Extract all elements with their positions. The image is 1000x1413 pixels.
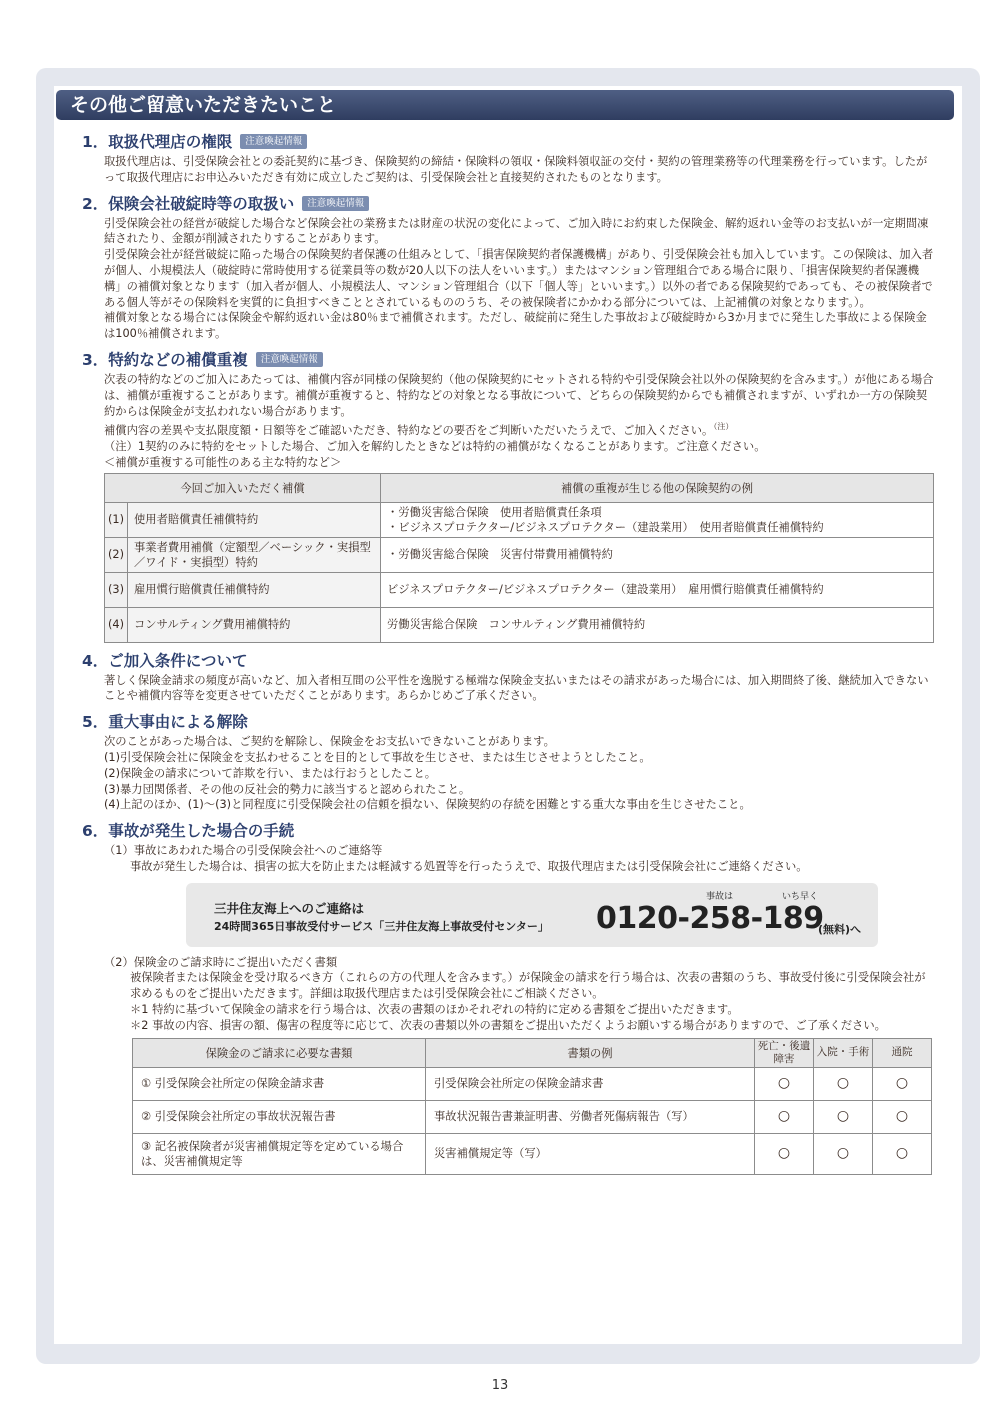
row-example-1: ・労働災害総合保険 災害付帯費用補償特約	[381, 537, 934, 572]
row-name: コンサルティング費用補償特約	[128, 607, 381, 642]
section-2-para-1: 引受保険会社の経営が破綻した場合など保険会社の業務または財産の状況の変化によって、ご加入時にお約束した保険金、解約返れい金等のお支払いが一定期間凍結されたり、金額が削減されたりすることがあります。	[104, 216, 929, 246]
table-row	[105, 607, 934, 642]
claim-doc: ③ 記名被保険者が災害補償規定等を定めている場合は、災害補償規定等	[133, 1133, 426, 1174]
overlap-col-1: 今回ご加入いただく補償	[105, 473, 381, 502]
page-banner: その他ご留意いただきたいこと	[56, 90, 954, 120]
claim-mark: ○	[814, 1067, 873, 1100]
contact-line-1: 三井住友海上へのご連絡は	[214, 900, 365, 916]
row-example-1: ・労働災害総合保険 使用者賠償責任条項	[387, 505, 602, 519]
contact-ruby-1: 事故は	[706, 891, 734, 902]
section-3-heading	[82, 348, 960, 372]
section-6-sub-2-line-1: ＊1 特約に基づいて保険金の請求を行う場合は、次表の書類のほかそれぞれの特約に定める書類をご提出いただきます。	[130, 1003, 739, 1017]
claim-mark: ○	[873, 1067, 932, 1100]
contact-line-2: 24時間365日事故受付サービス「三井住友海上事故受付センター」	[214, 919, 549, 933]
row-examples	[381, 502, 934, 537]
row-name: 雇用慣行賠償責任補償特約	[128, 572, 381, 607]
section-5-line-2: (2)保険金の請求について詐欺を行い、または行おうとしたこと。	[104, 766, 437, 780]
claim-col-docs: 保険金のご請求に必要な書類	[133, 1038, 426, 1067]
section-5-line-3: (3)暴力団関係者、その他の反社会的勢力に該当すると認められたこと。	[104, 782, 471, 796]
section-6-sub-2-line-0: 被保険者または保険金を受け取るべき方（これらの方の代理人を含みます。）が保険金の請求を行う場合は、次表の書類のうち、事故受付後に引受保険会社が求めるものをご提出いただきます。詳細は取扱代理店または引受保険会社にご相談ください。	[130, 971, 926, 1001]
table-row	[133, 1100, 932, 1133]
claim-table-header	[133, 1038, 932, 1067]
section-2-tag: 注意喚起情報	[302, 196, 369, 211]
row-name: 使用者賠償責任補償特約	[128, 502, 381, 537]
claim-doc: ② 引受保険会社所定の事故状況報告書	[133, 1100, 426, 1133]
section-3-title: 3．特約などの補償重複	[82, 350, 248, 369]
section-2-para-3: 補償対象となる場合には保険金や解約返れい金は80％まで補償されます。ただし、破綻前に発生した事故および破綻時から3か月までに発生した事故による保険金は100％補償されます。	[104, 311, 927, 341]
section-2-title: 2．保険会社破綻時等の取扱い	[82, 194, 295, 213]
section-1-tag: 注意喚起情報	[240, 134, 307, 149]
table-row	[105, 537, 934, 572]
section-6-sub-2: （2）保険金のご請求時にご提出いただく書類	[104, 955, 338, 969]
overlap-col-2: 補償の重複が生じる他の保険契約の例	[381, 473, 934, 502]
claim-col-death: 死亡・後遺障害	[755, 1038, 814, 1067]
section-3-para-2-text: 補償内容の差異や支払限度額・日額等をご確認いただき、特約などの要否をご判断いただいたうえで、ご加入ください。	[104, 424, 714, 438]
row-name: 事業者費用補償（定額型／ベーシック・実損型／ワイド・実損型）特約	[128, 537, 381, 572]
claim-example: 事故状況報告書兼証明書、労働者死傷病報告（写）	[426, 1100, 755, 1133]
claim-mark: ○	[814, 1100, 873, 1133]
section-1-body: 取扱代理店は、引受保険会社との委託契約に基づき、保険契約の締結・保険料の領収・保険料領収証の交付・契約の管理業務等の代理業務を行っています。したがって取扱代理店にお申込みいただき有効に成立したご契約は、引受保険会社と直接契約されたものとなります。	[104, 155, 928, 184]
section-4-title: 4．ご加入条件について	[82, 651, 248, 670]
row-example-1: ビジネスプロテクター/ビジネスプロテクター（建設業用） 雇用慣行賠償責任補償特約	[381, 572, 934, 607]
claim-mark: ○	[755, 1067, 814, 1100]
claim-documents-table	[132, 1038, 932, 1175]
row-num: (4)	[105, 607, 128, 642]
contact-ruby-2: いち早く	[782, 891, 819, 902]
table-row	[105, 502, 934, 537]
content-panel	[36, 68, 980, 1364]
section-2-heading	[82, 192, 960, 216]
section-6-sub-1: （1）事故にあわれた場合の引受保険会社へのご連絡等	[104, 844, 383, 858]
section-3-table-caption: ＜補償が重複する可能性のある主な特約など＞	[104, 455, 342, 469]
section-6-sub-1-body: 事故が発生した場合は、損害の拡大を防止または軽減する処置等を行ったうえで、取扱代理店または引受保険会社にご連絡ください。	[130, 859, 808, 873]
claim-example: 災害補償規定等（写）	[426, 1133, 755, 1174]
section-2-para-2: 引受保険会社が経営破綻に陥った場合の保険契約者保護の仕組みとして、「損害保険契約者保護機構」があり、引受保険会社も加入しています。この保険は、加入者が個人、小規模法人（破綻時に常時使用する従業員等の数が20人以下の法人をいいます。）またはマンション管理組合である場合に限り、「損害保険契約者保護機構」の補償対象となります（加入者が個人、小規模法人、マンション管理組合（以下「個人等」といいます。）以外の者である保険契約であっても、その被保険者である個人等がその保険料を実質的に負担すべきこととされているもののうち、その被保険者にかかわる部分については、上記補償の対象となります。）。	[104, 248, 934, 309]
section-5-line-4: (4)上記のほか、(1)～(3)と同程度に引受保険会社の信頼を損ない、保険契約の存続を困難とする重大な事由を生じさせたこと。	[104, 798, 751, 812]
section-4-heading	[82, 649, 960, 673]
section-1-heading	[82, 130, 960, 154]
claim-mark: ○	[873, 1133, 932, 1174]
section-3-note-mark: （注）	[713, 422, 734, 432]
section-5-title: 5．重大事由による解除	[82, 713, 248, 732]
claim-example: 引受保険会社所定の保険金請求書	[426, 1067, 755, 1100]
row-example-1: 労働災害総合保険 コンサルティング費用補償特約	[381, 607, 934, 642]
section-6-sub-2-line-2: ＊2 事故の内容、損害の額、傷害の程度等に応じて、次表の書類以外の書類をご提出いただくようお願いする場合がありますので、ご了承ください。	[130, 1018, 886, 1032]
claim-col-outpatient: 通院	[873, 1038, 932, 1067]
section-3-para-3: （注）1契約のみに特約をセットした場合、ご加入を解約したときなどは特約の補償がなくなることがあります。ご注意ください。	[104, 439, 766, 453]
section-3-tag: 注意喚起情報	[256, 352, 323, 367]
contact-phone-number[interactable]: 0120-258-189	[596, 900, 824, 936]
overlap-table-header	[105, 473, 934, 502]
table-row	[105, 572, 934, 607]
content-inner	[54, 86, 962, 1344]
section-4-body: 著しく保険金請求の頻度が高いなど、加入者相互間の公平性を逸脱する極端な保険金支払いまたはその請求があった場合には、加入期間終了後、継続加入できないことや補償内容等を変更させていただくことがあります。あらかじめご了承ください。	[104, 673, 929, 703]
claim-doc: ① 引受保険会社所定の保険金請求書	[133, 1067, 426, 1100]
row-num: (3)	[105, 572, 128, 607]
contact-free-label: (無料)へ	[818, 922, 862, 936]
page-number: 13	[491, 1378, 509, 1393]
section-3-para-2	[104, 419, 934, 439]
claim-mark: ○	[755, 1100, 814, 1133]
row-example-2: ・ビジネスプロテクター/ビジネスプロテクター（建設業用） 使用者賠償責任補償特約	[387, 520, 824, 534]
claim-col-hospital: 入院・手術	[814, 1038, 873, 1067]
table-row	[133, 1133, 932, 1174]
content-body	[54, 130, 960, 1175]
claim-mark: ○	[814, 1133, 873, 1174]
section-6-title: 6．事故が発生した場合の手続	[82, 822, 295, 841]
section-5-line-0: 次のことがあった場合は、ご契約を解除し、保険金をお支払いできないことがあります。	[104, 735, 555, 749]
claim-col-examples: 書類の例	[426, 1038, 755, 1067]
row-num: (2)	[105, 537, 128, 572]
section-5-line-1: (1)引受保険会社に保険金を支払わせることを目的として事故を生じさせ、または生じさせようとしたこと。	[104, 750, 651, 764]
table-row	[133, 1067, 932, 1100]
section-5-heading	[82, 710, 960, 734]
claim-mark: ○	[873, 1100, 932, 1133]
overlap-table	[104, 473, 934, 643]
section-1-title: 1．取扱代理店の権限	[82, 133, 233, 151]
contact-box	[186, 883, 878, 947]
claim-mark: ○	[755, 1133, 814, 1174]
row-num: (1)	[105, 502, 128, 537]
section-3-para-1: 次表の特約などのご加入にあたっては、補償内容が同様の保険契約（他の保険契約にセットされる特約や引受保険会社以外の保険契約を含みます。）が他にある場合は、補償が重複することがあります。補償が重複すると、特約などの対象となる事故について、どちらの保険契約からでも補償されますが、いずれか一方の保険契約からは保険金が支払われない場合があります。	[104, 372, 934, 418]
section-6-heading	[82, 819, 960, 843]
